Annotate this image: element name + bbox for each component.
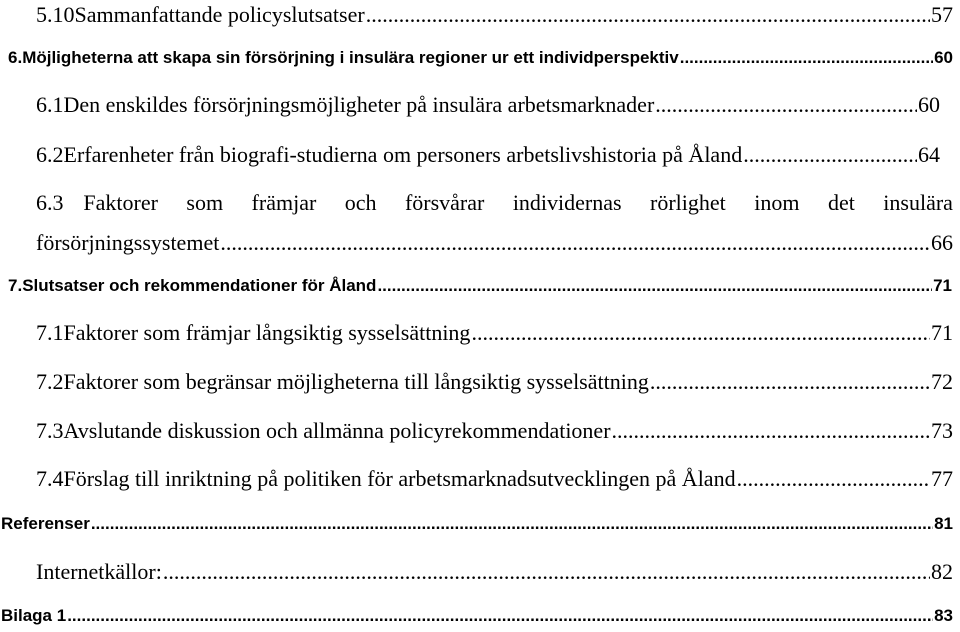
toc-entry-number: 6. [8,48,23,67]
toc-entry-internetkallor[interactable] [36,559,953,585]
toc-entry-number: 7.2 [36,369,64,394]
toc-word: individernas [512,190,622,215]
toc-word: inom [754,190,800,215]
dot-leader [743,142,917,168]
toc-entry-number: 7.3 [36,418,64,443]
toc-entry-title: Möjligheterna att skapa sin försörjning i insulära regioner ur ett individperspektiv [22,48,679,67]
toc-word: rörlighet [650,190,726,215]
toc-entry-number: 6.1 [36,92,64,117]
dot-leader [377,276,932,296]
toc-entry-6-3[interactable] [36,190,953,216]
toc-entry-page: 64 [918,142,940,167]
dot-leader [680,48,933,68]
toc-entry-5-10[interactable] [36,2,953,28]
dot-leader [612,418,930,444]
toc-entry-7[interactable] [8,276,952,296]
toc-entry-title-line-1 [83,190,953,216]
toc-entry-7-4[interactable] [36,466,953,492]
dot-leader [366,2,930,28]
toc-entry-title-line-2: försörjningssystemet [36,230,220,255]
toc-entry-title: Sammanfattande policyslutsatser [74,2,365,27]
toc-entry-referenser[interactable] [1,514,953,534]
toc-entry-title: Bilaga 1 [1,606,67,625]
toc-entry-page: 83 [934,606,953,625]
toc-entry-page: 60 [934,48,953,67]
dot-leader [471,320,930,346]
toc-entry-title: Faktorer som främjar långsiktig sysselsättning [63,320,471,345]
toc-word: främjar [251,190,317,215]
toc-word: försvårar [404,190,485,215]
toc-entry-title: Avslutande diskussion och allmänna policyrekommendationer [63,418,611,443]
toc-entry-title: Referenser [1,514,90,533]
toc-entry-number: 6.3 [36,190,64,215]
toc-entry-page: 60 [918,92,940,117]
toc-entry-page: 81 [934,514,953,533]
toc-entry-page: 73 [931,418,953,443]
toc-word: som [186,190,224,215]
toc-entry-page: 57 [931,2,953,27]
toc-entry-bilaga-1[interactable] [1,606,953,626]
toc-entry-page: 71 [931,320,953,345]
toc-entry-title: Faktorer som begränsar möjligheterna till långsiktig sysselsättning [63,369,649,394]
toc-entry-number: 7.4 [36,466,64,491]
toc-entry-7-3[interactable] [36,418,953,444]
toc-entry-title: Erfarenheter från biografi-studierna om personers arbetslivshistoria på Åland [63,142,743,167]
toc-word: Faktorer [83,190,158,215]
dot-leader [737,466,930,492]
toc-entry-number: 5.10 [36,2,75,27]
toc-entry-number: 6.2 [36,142,64,167]
toc-entry-7-2[interactable] [36,369,953,395]
toc-entry-number: 7. [8,276,23,295]
toc-entry-page: 66 [931,230,953,255]
toc-entry-6-3-cont[interactable] [36,230,953,256]
toc-entry-6-1[interactable] [36,92,940,118]
toc-entry-page: 82 [931,559,953,584]
toc-entry-number: 7.1 [36,320,64,345]
dot-leader [220,230,930,256]
dot-leader [163,559,930,585]
toc-entry-page: 72 [931,369,953,394]
dot-leader [67,606,933,626]
dot-leader [91,514,933,534]
toc-word: insulära [883,190,953,215]
toc-entry-6[interactable] [8,48,953,68]
toc-entry-7-1[interactable] [36,320,953,346]
toc-entry-title: Internetkällor: [36,559,162,584]
toc-entry-6-2[interactable] [36,142,940,168]
toc-entry-page: 71 [933,276,952,295]
toc-entry-page: 77 [931,466,953,491]
dot-leader [650,369,930,395]
toc-entry-title: Förslag till inriktning på politiken för arbetsmarknadsutvecklingen på Åland [63,466,736,491]
dot-leader [655,92,917,118]
toc-word: och [344,190,377,215]
toc-entry-title: Slutsatser och rekommendationer för Åland [22,276,377,295]
toc-word: det [827,190,855,215]
toc-entry-title: Den enskildes försörjningsmöjligheter på insulära arbetsmarknader [63,92,655,117]
